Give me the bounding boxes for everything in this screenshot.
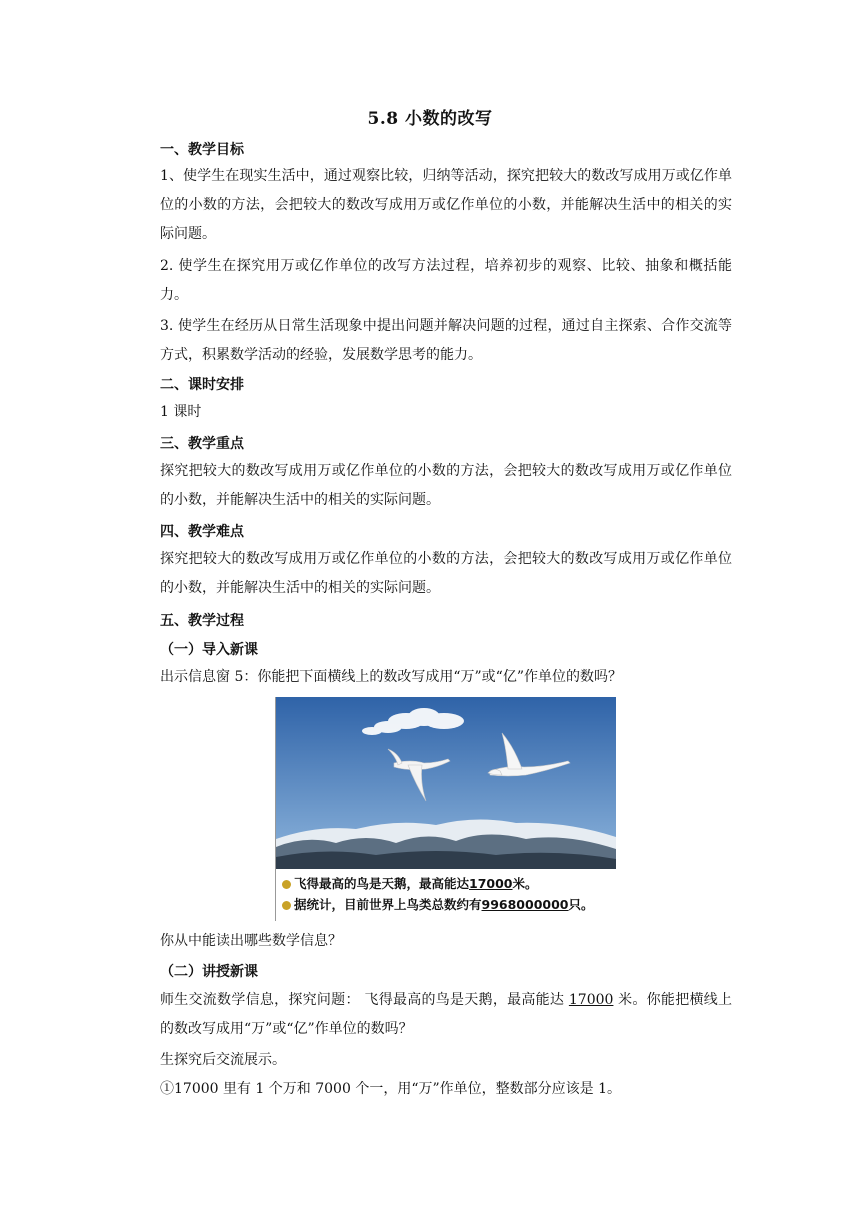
bullet-dot-icon [282, 901, 291, 910]
exploration-paragraph: 师生交流数学信息，探究问题： 飞得最高的鸟是天鹅，最高能达 17000 米。你能把横线上的数改写成用“万”或“亿”作单位的数吗？ [160, 992, 732, 1037]
section-heading-key-points: 三、教学重点 [160, 436, 244, 452]
section-heading-schedule: 二、课时安排 [160, 377, 244, 393]
info-window-figure [275, 697, 616, 921]
caption-line-swan: 飞得最高的鸟是天鹅，最高能达17000米。 [282, 874, 538, 894]
difficulties-paragraph: 探究把较大的数改写成用万或亿作单位的小数的方法，会把较大的数改写成用万或亿作单位的小数，并能解决生活中的相关的实际问题。 [160, 551, 732, 596]
section-heading-objectives: 一、教学目标 [160, 142, 244, 158]
caption-line-birds: 据统计，目前世界上鸟类总数约有9968000000只。 [282, 895, 594, 915]
key-points-paragraph: 探究把较大的数改写成用万或亿作单位的小数的方法，会把较大的数改写成用万或亿作单位的小数，并能解决生活中的相关的实际问题。 [160, 463, 732, 508]
figure-caption [276, 869, 616, 921]
swans-photo [276, 697, 616, 869]
question-paragraph: 你从中能读出哪些数学信息？ [160, 933, 342, 949]
step-one-paragraph: ①17000 里有 1 个万和 7000 个一，用“万”作单位，整数部分应该是 1。 [160, 1081, 621, 1097]
objective-paragraph-1: 1、使学生在现实生活中，通过观察比较，归纳等活动，探究把较大的数改写成用万或亿作单位的小数的方法，会把较大的数改写成用万或亿作单位的小数，并能解决生活中的相关的实际问题。 [160, 168, 732, 242]
objective-paragraph-3: 3. 使学生在经历从日常生活现象中提出问题并解决问题的过程，通过自主探索、合作交流等方式，积累数学活动的经验，发展数学思考的能力。 [160, 318, 732, 363]
presentation-paragraph: 生探究后交流展示。 [160, 1052, 286, 1068]
schedule-paragraph: 1 课时 [160, 404, 202, 420]
page-title: 5.8 小数的改写 [367, 109, 493, 129]
section-heading-process: 五、教学过程 [160, 613, 244, 629]
bullet-dot-icon [282, 880, 291, 889]
subsection-heading-new-lesson: （二）讲授新课 [160, 964, 258, 980]
intro-paragraph: 出示信息窗 5：你能把下面横线上的数改写成用“万”或“亿”作单位的数吗？ [160, 669, 622, 685]
section-heading-difficulties: 四、教学难点 [160, 524, 244, 540]
subsection-heading-intro: （一）导入新课 [160, 642, 258, 658]
objective-paragraph-2: 2. 使学生在探究用万或亿作单位的改写方法过程，培养初步的观察、比较、抽象和概括能力。 [160, 258, 732, 303]
